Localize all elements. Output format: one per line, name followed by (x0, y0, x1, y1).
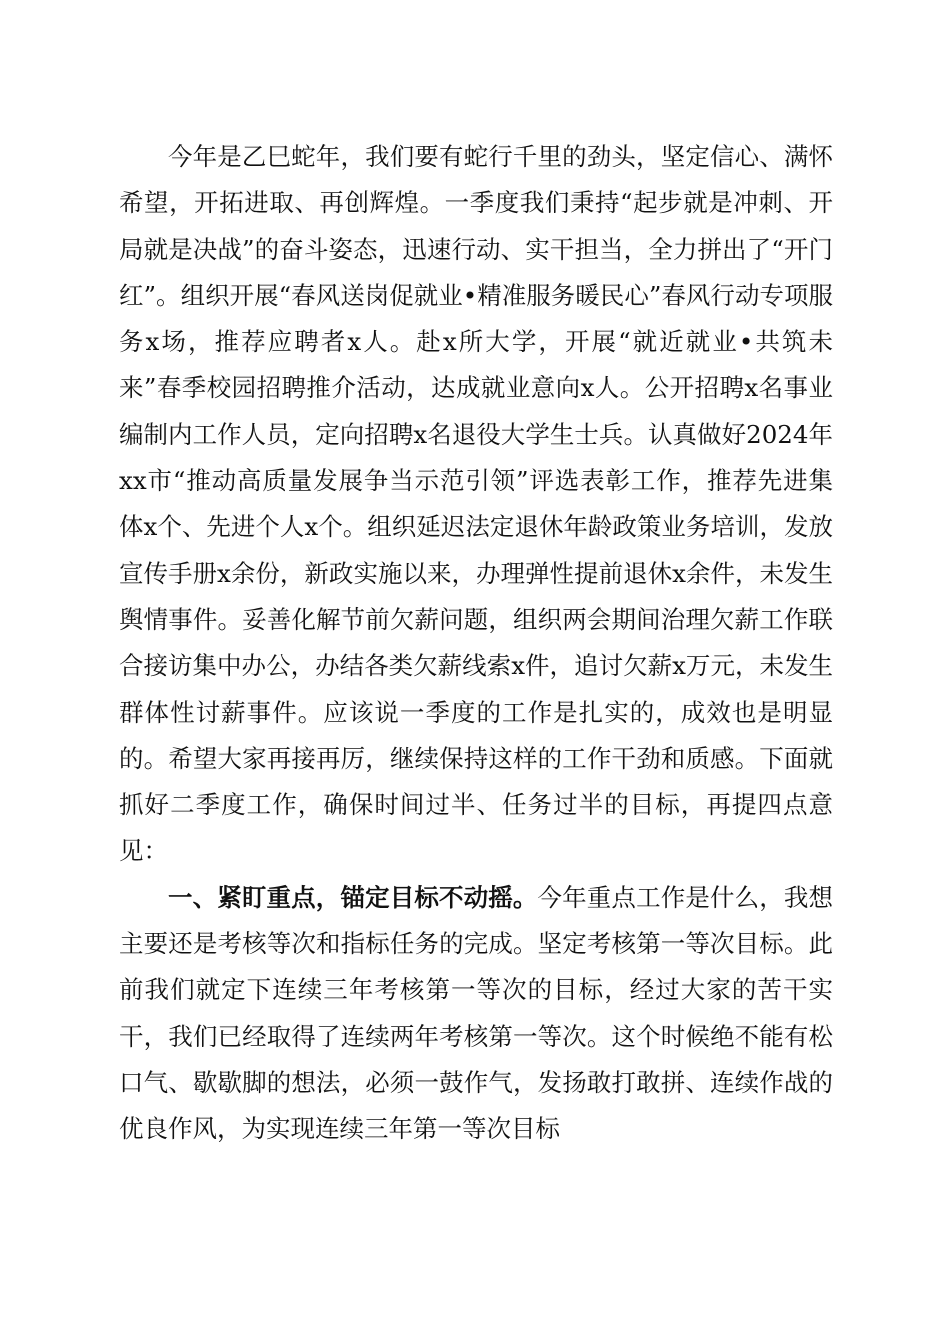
document-body (119, 134, 833, 1153)
section-body-text: 今年重点工作是什么，我想主要还是考核等次和指标任务的完成。坚定考核第一等次目标。此前我们就定下连续三年考核第一等次的目标，经过大家的苦干实干，我们已经取得了连续两年考核第一等次。这个时候绝不能有松口气、歇歇脚的想法，必须一鼓作气，发扬敢打敢拼、连续作战的优良作风，为实现连续三年第一等次目标 (119, 882, 834, 1144)
section-paragraph (119, 875, 833, 1153)
body-paragraph: 今年是乙巳蛇年，我们要有蛇行千里的劲头，坚定信心、满怀希望，开拓进取、再创辉煌。一季度我们秉持“起步就是冲刺、开局就是决战”的奋斗姿态，迅速行动、实干担当，全力拼出了“开门红”。组织开展“春风送岗促就业•精准服务暖民心”春风行动专项服务x场，推荐应聘者x人。赴x所大学，开展“就近就业•共筑未来”春季校园招聘推介活动，达成就业意向x人。公开招聘x名事业编制内工作人员，定向招聘x名退役大学生士兵。认真做好2024年xx市“推动高质量发展争当示范引领”评选表彰工作，推荐先进集体x个、先进个人x个。组织延迟法定退休年龄政策业务培训，发放宣传手册x余份，新政实施以来，办理弹性提前退休x余件，未发生舆情事件。妥善化解节前欠薪问题，组织两会期间治理欠薪工作联合接访集中办公，办结各类欠薪线索x件，追讨欠薪x万元，未发生群体性讨薪事件。应该说一季度的工作是扎实的，成效也是明显的。希望大家再接再厉，继续保持这样的工作干劲和质感。下面就抓好二季度工作，确保时间过半、任务过半的目标，再提四点意见： (119, 142, 833, 866)
section-heading: 一、紧盯重点，锚定目标不动摇。 (168, 882, 538, 912)
